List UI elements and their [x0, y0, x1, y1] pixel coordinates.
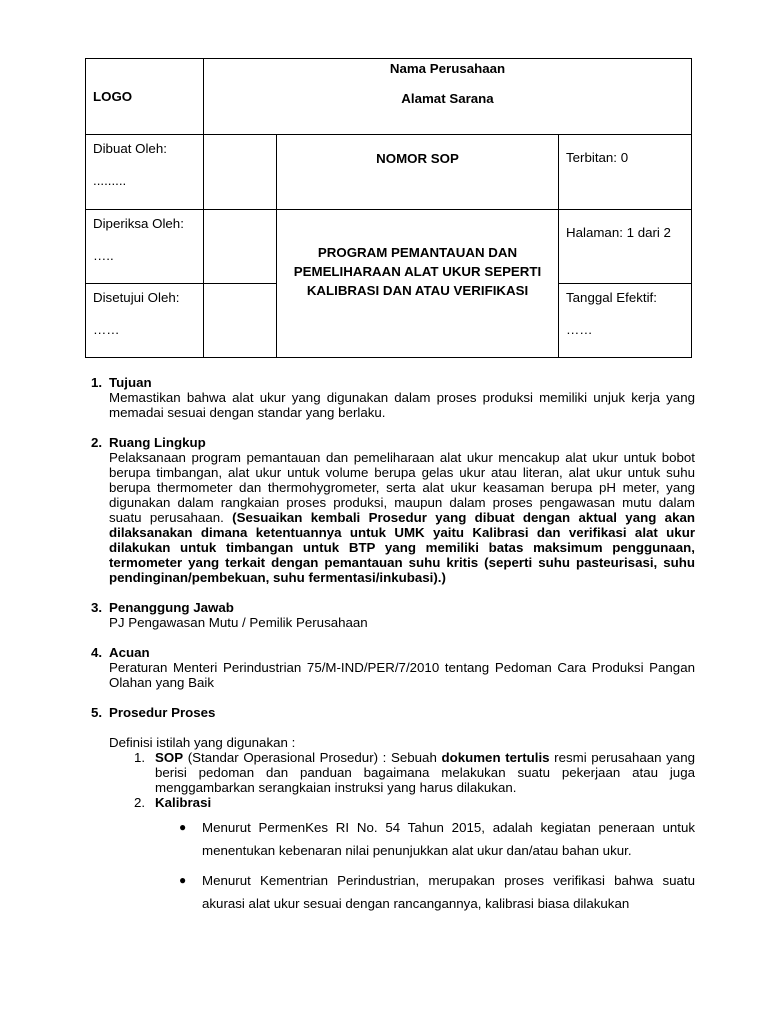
page-label: Halaman: 1 dari 2	[566, 225, 671, 240]
checked-by-value: …..	[93, 248, 114, 263]
section-text: Memastikan bahwa alat ukur yang digunakan dalam proses produksi memiliki unjuk kerja yang memadai sesuai dengan standar yang berlaku.	[109, 390, 695, 420]
logo-cell	[86, 59, 204, 135]
company-name: Nama Perusahaan	[389, 61, 506, 76]
approved-by-signature-cell	[204, 284, 277, 358]
sop-title: PROGRAM PEMANTAUAN DAN PEMELIHARAAN ALAT UKUR SEPERTI KALIBRASI DAN ATAU VERIFIKASI	[293, 245, 542, 298]
approved-by-value: ……	[93, 322, 120, 337]
sop-title-cell	[277, 210, 559, 358]
list-item: ● Menurut PermenKes RI No. 54 Tahun 2015, adalah kegiatan peneraan untuk menentukan kebenaran nilai penunjukkan alat ukur dan/atau bahan ukur.	[91, 816, 695, 862]
sop-header-table	[85, 58, 692, 358]
issue-label: Terbitan: 0	[566, 150, 629, 165]
made-by-value: .........	[93, 173, 127, 188]
made-by-label: Dibuat Oleh:	[93, 141, 167, 156]
made-by-signature-cell	[204, 135, 277, 210]
section-tujuan	[91, 375, 695, 420]
facility-address: Alamat Sarana	[401, 91, 494, 106]
effective-date-label: Tanggal Efektif:	[566, 290, 657, 305]
section-heading: 1. Tujuan	[91, 375, 152, 390]
definitions-intro: Definisi istilah yang digunakan :	[109, 735, 296, 750]
bullet-icon: ●	[179, 873, 187, 887]
checked-by-signature-cell	[204, 210, 277, 284]
section-heading: 5. Prosedur Proses	[91, 705, 216, 720]
section-text: Pelaksanaan program pemantauan dan pemeliharaan alat ukur mencakup alat ukur untuk bobot berupa timbangan, alat ukur untuk volume berupa gelas ukur atau literan, alat ukur untuk suhu berupa thermometer dan thermohygrometer, serta alat ukur keasaman berupa pH meter, yang digunakan dalam rangkaian proses produksi, maupun dalam proses pengawasan mutu dalam suatu perusahaan. (Sesuaikan kembali Prosedur yang dibuat dengan aktual yang akan dilaksanakan dimana ketentuannya untuk UMK yaitu Kalibrasi dan verifikasi alat ukur dilakukan untuk timbangan untuk BTP yang memiliki batas maksimum penggunaan, termometer yang terkait dengan pemantauan suhu kritis (seperti suhu pasteurisasi, suhu pendinginan/pembekuan, suhu fermentasi/inkubasi).)	[109, 450, 695, 585]
document-body	[91, 375, 695, 930]
section-heading: 2. Ruang Lingkup	[91, 435, 206, 450]
effective-date-value: ……	[566, 322, 593, 337]
definition-item-kalibrasi: 2. Kalibrasi	[134, 795, 212, 810]
section-heading: 4. Acuan	[91, 645, 150, 660]
issue-cell	[559, 135, 692, 210]
logo-placeholder: LOGO	[93, 89, 133, 104]
company-cell	[204, 59, 692, 135]
section-prosedur	[91, 705, 695, 915]
effective-date-cell	[559, 284, 692, 358]
section-penanggung-jawab	[91, 600, 695, 630]
section-heading: 3. Penanggung Jawab	[91, 600, 234, 615]
checked-by-label: Diperiksa Oleh:	[93, 216, 184, 231]
section-ruang-lingkup	[91, 435, 695, 585]
checked-by-cell	[86, 210, 204, 284]
section-acuan	[91, 645, 695, 690]
approved-by-label: Disetujui Oleh:	[93, 290, 180, 305]
list-item: ● Menurut Kementrian Perindustrian, merupakan proses verifikasi bahwa suatu akurasi alat ukur sesuai dengan rancangannya, kalibrasi biasa dilakukan	[91, 869, 695, 915]
sop-number-cell	[277, 135, 559, 210]
made-by-cell	[86, 135, 204, 210]
page-cell	[559, 210, 692, 284]
approved-by-cell	[86, 284, 204, 358]
section-text: Peraturan Menteri Perindustrian 75/M-IND/PER/7/2010 tentang Pedoman Cara Produksi Pangan Olahan yang Baik	[109, 660, 695, 690]
section-text: PJ Pengawasan Mutu / Pemilik Perusahaan	[109, 615, 368, 630]
bullet-icon: ●	[179, 820, 187, 834]
sop-number-label: NOMOR SOP	[376, 151, 459, 166]
scope-note: (Sesuaikan kembali Prosedur yang dibuat dengan aktual yang akan dilaksanakan dimana ketentuannya untuk UMK yaitu Kalibrasi dan verifikasi alat ukur dilakukan untuk timbangan untuk BTP yang memiliki batas maksimum penggunaan, termometer yang terkait dengan pemantauan suhu kritis (seperti suhu pasteurisasi, suhu pendinginan/pembekuan, suhu fermentasi/inkubasi).)	[109, 510, 695, 585]
definition-item-sop: 1. SOP (Standar Operasional Prosedur) : Sebuah dokumen tertulis resmi perusahaan yang berisi pedoman dan panduan bagaimana melakukan suatu pekerjaan atau juga menggambarkan serangkaian instruksi yang harus dilakukan.	[134, 750, 695, 795]
